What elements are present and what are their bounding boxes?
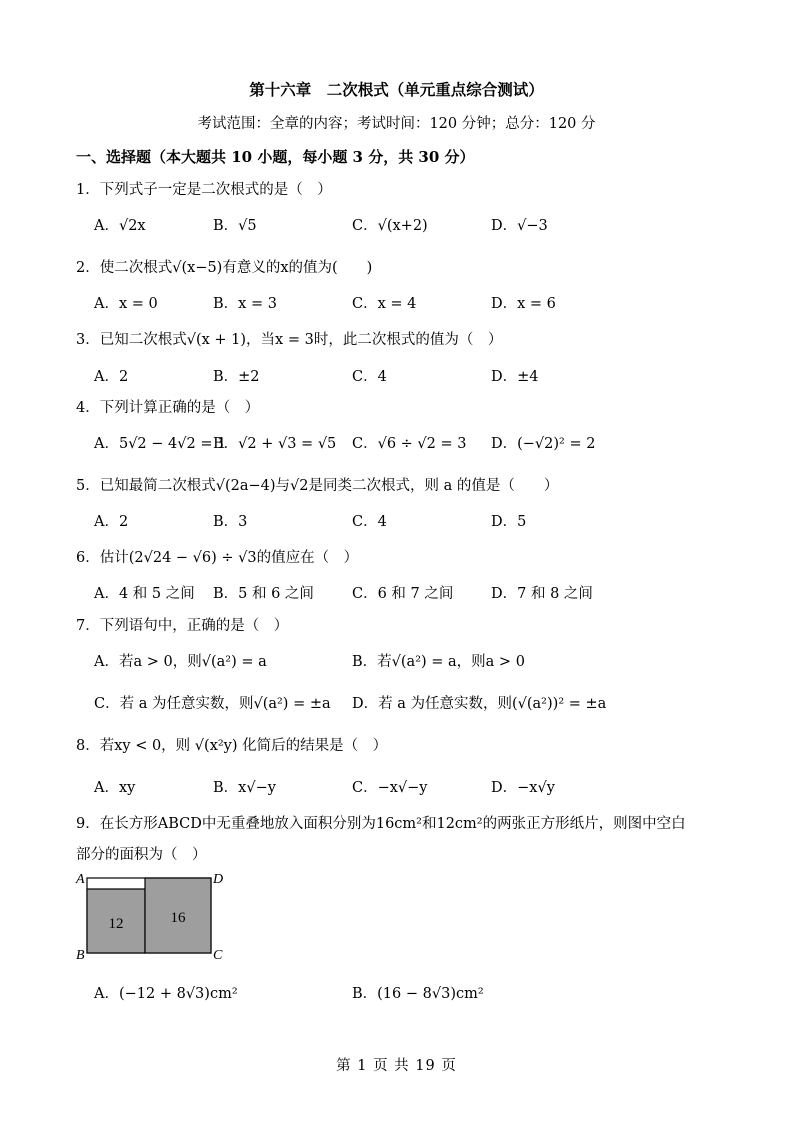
q7-option-a: A．若a > 0，则√(a²) = a [94, 654, 267, 670]
corner-a: A [76, 872, 85, 887]
page-footer: 第 1 页 共 19 页 [336, 1058, 457, 1074]
q2-option-b: B．x = 3 [213, 296, 277, 312]
q4-option-a: A．5√2 − 4√2 = 1 [94, 436, 227, 452]
corner-d: D [213, 872, 224, 887]
q6-option-c: C．6 和 7 之间 [352, 586, 454, 602]
q7-option-c: C．若 a 为任意实数，则√(a²) = ±a [94, 696, 331, 712]
q9-option-a: A．(−12 + 8√3)cm² [94, 986, 238, 1002]
exam-info: 考试范围：全章的内容；考试时间：120 分钟；总分：120 分 [197, 116, 596, 132]
q4-option-b: B．√2 + √3 = √5 [213, 436, 337, 452]
corner-b: B [76, 948, 85, 962]
q5-option-a: A．2 [94, 514, 129, 530]
q5-option-d: D．5 [491, 514, 527, 530]
q3-option-a: A．2 [94, 369, 129, 385]
rectangle-figure [74, 870, 234, 962]
q5-option-b: B．3 [213, 514, 248, 530]
question-9-continued: 部分的面积为（ ） [76, 847, 207, 863]
question-2: 2．使二次根式√(x−5)有意义的x的值为( ) [76, 260, 373, 276]
question-6: 6．估计(2√24 − √6) ÷ √3的值应在（ ） [76, 550, 359, 566]
corner-c: C [213, 948, 223, 962]
q8-option-c: C．−x√−y [352, 780, 428, 796]
q4-option-d: D．(−√2)² = 2 [491, 436, 596, 452]
question-4: 4．下列计算正确的是（ ） [76, 400, 260, 416]
q2-option-a: A．x = 0 [94, 296, 158, 312]
question-7: 7．下列语句中，正确的是（ ） [76, 618, 289, 634]
q7-option-d: D．若 a 为任意实数，则(√(a²))² = ±a [352, 696, 607, 712]
q7-option-b: B．若√(a²) = a，则a > 0 [352, 654, 525, 670]
q5-option-c: C．4 [352, 514, 387, 530]
q1-option-a: A．√2x [94, 218, 146, 234]
q4-option-c: C．√6 ÷ √2 = 3 [352, 436, 467, 452]
q1-option-c: C．√(x+2) [352, 218, 428, 234]
q3-option-b: B．±2 [213, 369, 260, 385]
page-title: 第十六章 二次根式（单元重点综合测试） [249, 80, 544, 99]
q8-option-b: B．x√−y [213, 780, 276, 796]
label-16: 16 [170, 910, 186, 926]
q1-option-d: D．√−3 [491, 218, 548, 234]
label-12: 12 [108, 916, 124, 932]
q2-option-d: D．x = 6 [491, 296, 556, 312]
q9-option-b: B．(16 − 8√3)cm² [352, 986, 484, 1002]
q2-option-c: C．x = 4 [352, 296, 417, 312]
question-8: 8．若xy < 0，则 √(x²y) 化简后的结果是（ ） [76, 738, 388, 754]
question-5: 5．已知最简二次根式√(2a−4)与√2是同类二次根式，则 a 的值是（ ） [76, 478, 559, 494]
q3-option-d: D．±4 [491, 369, 539, 385]
q3-option-c: C．4 [352, 369, 387, 385]
question-3: 3．已知二次根式√(x + 1)，当x = 3时，此二次根式的值为（ ） [76, 332, 503, 348]
q8-option-a: A．xy [94, 780, 136, 796]
q6-option-b: B．5 和 6 之间 [213, 586, 314, 602]
question-1: 1．下列式子一定是二次根式的是（ ） [76, 182, 332, 198]
question-9: 9．在长方形ABCD中无重叠地放入面积分别为16cm²和12cm²的两张正方形纸片，则图中空白 [76, 816, 686, 832]
q6-option-d: D．7 和 8 之间 [491, 586, 593, 602]
q6-option-a: A．4 和 5 之间 [94, 586, 195, 602]
q8-option-d: D．−x√y [491, 780, 555, 796]
q1-option-b: B．√5 [213, 218, 257, 234]
section-heading: 一、选择题（本大题共 10 小题，每小题 3 分，共 30 分） [76, 148, 475, 166]
